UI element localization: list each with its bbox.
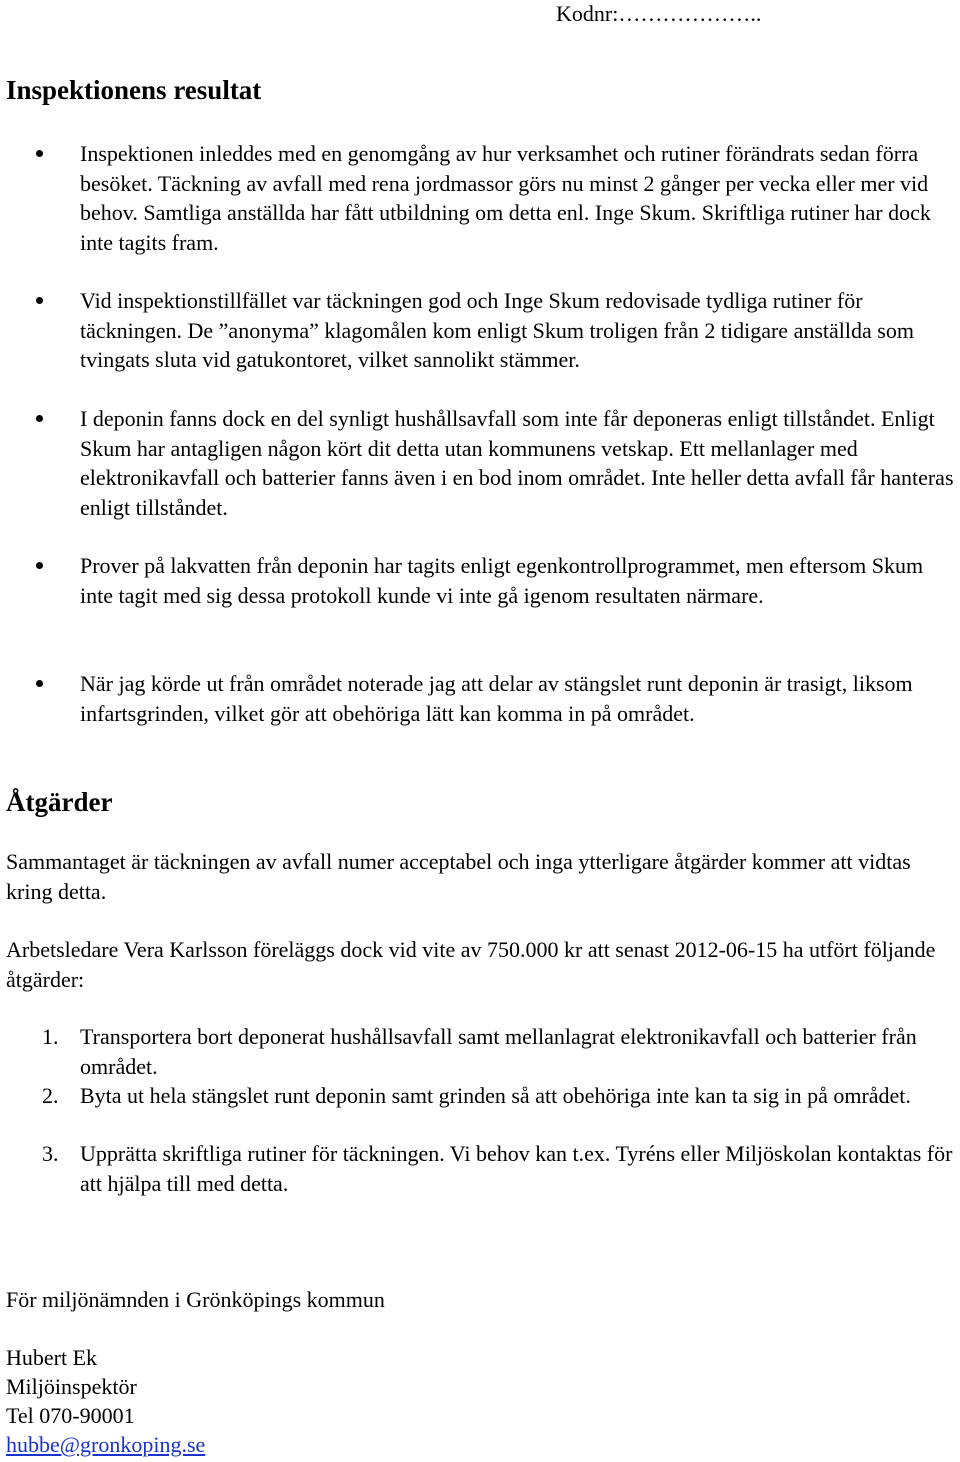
bullet-icon	[36, 415, 43, 422]
action-list-item	[42, 1022, 958, 1081]
signature-role: Miljöinspektör	[6, 1374, 137, 1399]
action-number: 3.	[42, 1141, 59, 1166]
bullet-icon	[36, 562, 43, 569]
signature-email-row	[6, 1430, 205, 1459]
action-number: 2.	[42, 1083, 59, 1108]
action-list-item	[42, 1081, 958, 1111]
signature-name: Hubert Ek	[6, 1345, 98, 1370]
bullet-icon	[36, 150, 43, 157]
kodnr-field	[556, 0, 761, 28]
actions-heading: Åtgärder	[6, 787, 113, 817]
action-number: 1.	[42, 1024, 59, 1049]
action-list-item	[42, 1139, 958, 1198]
results-bullet-item	[80, 286, 958, 375]
results-bullet-item	[80, 404, 958, 522]
email-link[interactable]: hubbe@gronkoping.se	[6, 1432, 206, 1457]
kodnr-dots: ………………..	[618, 1, 762, 26]
results-bullet-text: Prover på lakvatten från deponin har tagits enligt egenkontrollprogrammet, men eftersom Skum inte tagit med sig dessa protokoll kunde vi inte gå igenom resultaten närmare.	[80, 553, 924, 608]
bullet-icon	[36, 297, 43, 304]
results-bullet-text: Inspektionen inleddes med en genomgång av hur verksamhet och rutiner förändrats sedan förra besöket. Täckning av avfall med rena jordmassor görs nu minst 2 gånger per vecka eller mer vid behov. Samtliga anställda har fått utbildning om detta enl. Inge Skum. Skriftliga rutiner har dock inte tagits fram.	[80, 141, 931, 255]
results-bullet-item	[80, 669, 958, 728]
actions-paragraph: Sammantaget är täckningen av avfall numer acceptabel och inga ytterligare åtgärder kommer att vidtas kring detta.	[6, 849, 911, 904]
kodnr-label: Kodnr:	[556, 1, 619, 26]
action-text: Byta ut hela stängslet runt deponin samt grinden så att obehöriga inte kan ta sig in på området.	[80, 1083, 911, 1108]
results-bullet-text: I deponin fanns dock en del synligt hushållsavfall som inte får deponeras enligt tillståndet. Enligt Skum har antagligen någon kört dit detta utan kommunens vetskap. Ett mellanlager med elektronikavfall och batterier fanns även i en bod inom området. Inte heller detta avfall får hanteras enligt tillståndet.	[80, 406, 954, 520]
results-bullet-item	[80, 551, 958, 610]
results-heading: Inspektionens resultat	[6, 75, 262, 105]
bullet-icon	[36, 680, 43, 687]
action-text: Transportera bort deponerat hushållsavfall samt mellanlagrat elektronikavfall och batterier från området.	[80, 1024, 917, 1079]
results-bullet-item	[80, 139, 958, 257]
actions-paragraph: Arbetsledare Vera Karlsson föreläggs dock vid vite av 750.000 kr att senast 2012-06-15 ha utfört följande åtgärder:	[6, 937, 936, 992]
signature-phone: Tel 070-90001	[6, 1403, 135, 1428]
results-bullet-text: Vid inspektionstillfället var täckningen god och Inge Skum redovisade tydliga rutiner för täckningen. De ”anonyma” klagomålen kom enligt Skum troligen från 2 tidigare anställda som tvingats sluta vid gatukontoret, vilket sannolikt stämmer.	[80, 288, 914, 373]
action-text: Upprätta skriftliga rutiner för täckningen. Vi behov kan t.ex. Tyréns eller Miljöskolan kontaktas för att hjälpa till med detta.	[80, 1141, 953, 1196]
signature-org: För miljönämnden i Grönköpings kommun	[6, 1287, 385, 1312]
results-bullet-text: När jag körde ut från området noterade jag att delar av stängslet runt deponin är trasigt, liksom infartsgrinden, vilket gör att obehöriga lätt kan komma in på området.	[80, 671, 913, 726]
